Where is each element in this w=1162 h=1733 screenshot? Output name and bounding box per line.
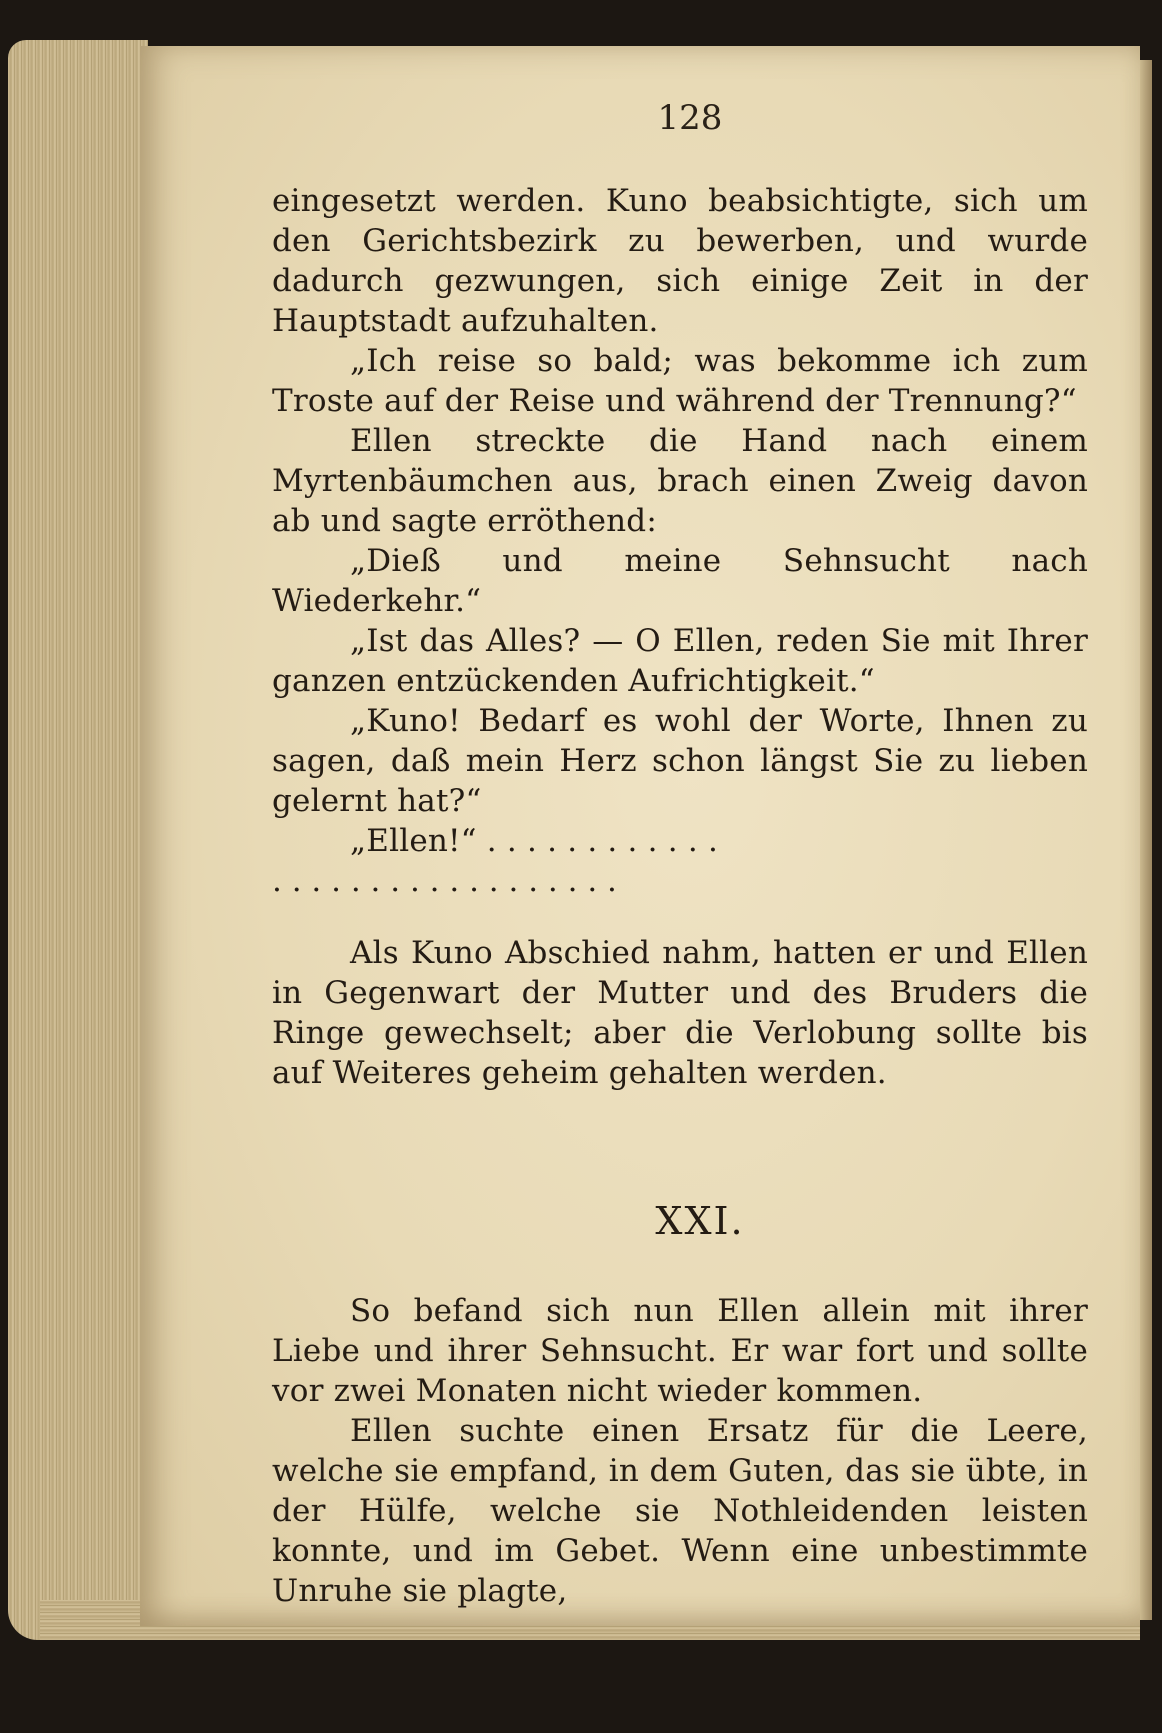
ellipsis-line: . . . . . . . . . . . . . . . . . . (272, 863, 617, 899)
paragraph: „Dieß und meine Sehnsucht nach Wiederkehr.“ (272, 543, 1088, 619)
page-body (272, 181, 1088, 1611)
paragraph: Als Kuno Abschied nahm, hatten er und Ellen in Gegenwart der Mutter und des Bruders die Ringe gewechselt; aber die Verlobung sollte bis auf Weiteres geheim gehalten werden. (272, 935, 1088, 1091)
chapter-heading: XXI. (655, 1199, 745, 1243)
paragraph: So befand sich nun Ellen allein mit ihrer Liebe und ihrer Sehnsucht. Er war fort und sollte vor zwei Monaten nicht wieder kommen. (272, 1293, 1088, 1409)
paragraph: „Ich reise so bald; was bekomme ich zum Troste auf der Reise und während der Trennung?“ (272, 343, 1088, 419)
paragraph: „Kuno! Bedarf es wohl der Worte, Ihnen zu sagen, daß mein Herz schon längst Sie zu lieben gelernt hat?“ (272, 703, 1088, 819)
page-edges-left (8, 40, 148, 1640)
page-number: 128 (657, 98, 723, 138)
paragraph: „Ist das Alles? — O Ellen, reden Sie mit Ihrer ganzen entzückenden Aufrichtigkeit.“ (272, 623, 1088, 699)
paragraph: eingesetzt werden. Kuno beabsichtigte, sich um den Gerichtsbezirk zu bewerben, und wurde dadurch gezwungen, sich einige Zeit in der Hauptstadt aufzuhalten. (272, 183, 1088, 339)
paragraph: Ellen streckte die Hand nach einem Myrtenbäumchen aus, brach einen Zweig davon ab und sagte erröthend: (272, 423, 1088, 539)
page-edge-right (1140, 60, 1152, 1620)
paragraph: „Ellen!“ . . . . . . . . . . . . (350, 823, 719, 859)
paragraph: Ellen suchte einen Ersatz für die Leere, welche sie empfand, in dem Guten, das sie übte, in der Hülfe, welche sie Nothleidenden leisten konnte, und im Gebet. Wenn eine unbestimmte Unruhe sie plagte, (272, 1413, 1088, 1609)
book-page (140, 46, 1140, 1626)
